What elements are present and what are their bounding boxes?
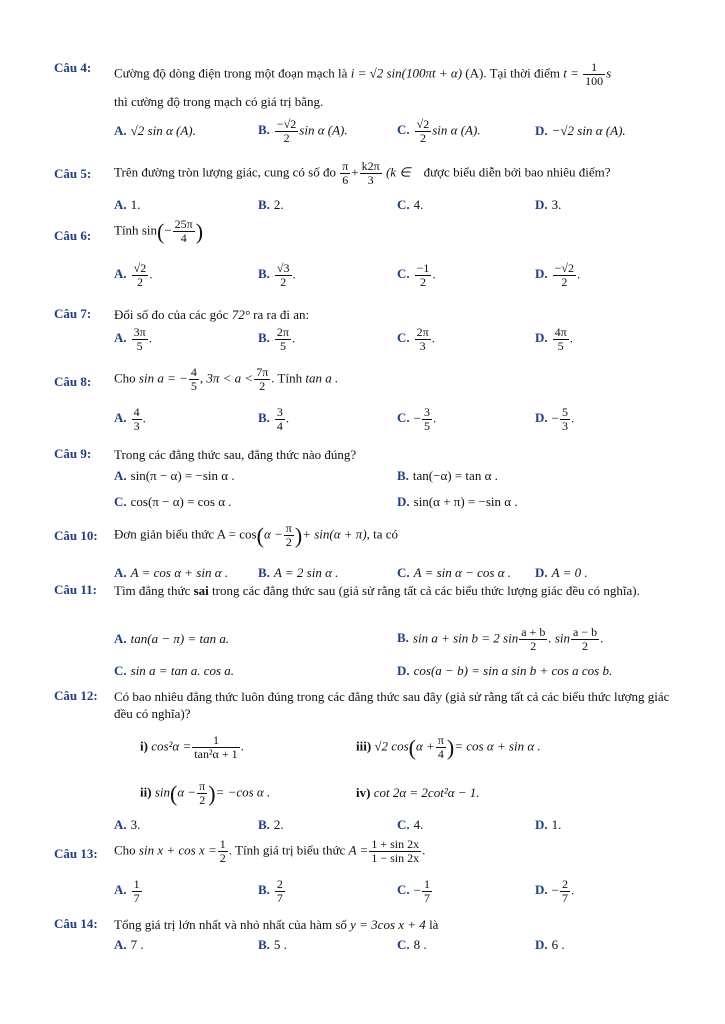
question-text: Cho sin a = − $\frac{4}{5}$ , 3π < a < $\frac{7\pi}{2}$ . Tính tan a . [114, 365, 339, 393]
statement-iv: iv) cot 2α = 2cot²α − 1. [356, 785, 480, 800]
option-c[interactable]: C. 4. [397, 817, 424, 832]
fraction: $\frac{1}{100}$ [585, 60, 604, 88]
option-a[interactable]: A. A = cos α + sin α . [114, 565, 229, 580]
question-text: Cường độ dòng điện trong một đoạn mạch là i = √2 sin(100πt + α) (A). Tại thời điểm t = $\frac{1}{100}$ s [114, 60, 612, 88]
question-label: Câu 14: [54, 916, 98, 931]
option-d[interactable]: D. 1. [535, 817, 562, 832]
question-8 [54, 366, 675, 444]
question-text: Tìm đẳng thức sai trong các đẳng thức sau (giả sử rằng tất cả các biểu thức lượng giác đều có nghĩa). [114, 583, 640, 598]
option-b[interactable]: B. 2. [258, 197, 284, 212]
question-10 [54, 522, 675, 578]
option-b[interactable]: B. $\frac{2\pi}{5}$ . [258, 325, 296, 353]
option-b[interactable]: B. 2. [258, 817, 284, 832]
question-12 [54, 688, 675, 834]
option-c[interactable]: C. $\frac{√2}{2}$ sin α (A). [397, 117, 481, 145]
option-b[interactable]: B. $\frac{3}{4}$ . [258, 405, 290, 433]
option-d[interactable]: D. 6 . [535, 937, 565, 952]
question-5 [54, 160, 675, 214]
option-c[interactable]: C. cos(π − α) = cos α . [114, 494, 232, 509]
question-text: Có bao nhiêu đẳng thức luôn đúng trong các đẳng thức sau đây (giả sử rằng tất cả các biểu thức lượng giác đều có nghĩa)? [114, 689, 670, 721]
option-d[interactable]: D. A = 0 . [535, 565, 588, 580]
question-text: Tính sin(− $\frac{25\pi}{4}$ ) [114, 217, 204, 245]
option-d[interactable]: D. − $\frac{2}{7}$ . [535, 877, 575, 905]
option-a[interactable]: A. 1. [114, 197, 141, 212]
option-c[interactable]: C. − $\frac{3}{5}$ . [397, 405, 437, 433]
option-a[interactable]: A. $\frac{3\pi}{5}$ . [114, 325, 152, 353]
option-a[interactable]: A. 7 . [114, 937, 144, 952]
option-a[interactable]: A. sin(π − α) = −sin α . [114, 468, 235, 483]
question-text: Cho sin x + cos x = $\frac{1}{2}$ . Tính giá trị biểu thức A = $\frac{1 + \sin 2x}{1 - \sin 2x}$ . [114, 837, 426, 865]
option-c[interactable]: C. 4. [397, 197, 424, 212]
current-formula: i = √2 sin(100πt + α) [350, 65, 463, 81]
question-text: Tổng giá trị lớn nhất và nhỏ nhất của hàm số y = 3cos x + 4 là [114, 917, 439, 932]
statement-ii: ii) sin(α − $\frac{\pi}{2}$ )= −cos α . [140, 779, 271, 807]
option-b[interactable]: B. $\frac{-√2}{2}$ sin α (A). [258, 117, 348, 145]
option-b[interactable]: B. $\frac{2}{7}$ [258, 877, 283, 905]
option-b[interactable]: B. A = 2 sin α . [258, 565, 339, 580]
option-d[interactable]: D. $\frac{4\pi}{5}$ . [535, 325, 573, 353]
question-text: Trong các đẳng thức sau, đẳng thức nào đúng? [114, 447, 357, 462]
question-9 [54, 446, 675, 516]
question-text: Trên đường tròn lượng giác, cung có số đo $\frac{\pi}{6}$ + $\frac{k2\pi}{3}$ (k ∈ được biểu diễn bởi bao nhiêu điểm? [114, 159, 611, 187]
question-label: Câu 7: [54, 306, 92, 321]
question-text-line2: thì cường độ trong mạch có giá trị bằng. [114, 94, 324, 109]
question-label: Câu 9: [54, 446, 92, 461]
question-label: Câu 5: [54, 166, 92, 181]
option-c[interactable]: C. A = sin α − cos α . [397, 565, 512, 580]
option-b[interactable]: B. 5 . [258, 937, 287, 952]
question-label: Câu 11: [54, 582, 97, 597]
option-b[interactable]: B. tan(−α) = tan α . [397, 468, 498, 483]
question-4 [54, 60, 675, 145]
question-11 [54, 582, 675, 682]
option-d[interactable]: D. − $\frac{5}{3}$ . [535, 405, 575, 433]
question-text: Đổi số đo của các góc 72° ra ra đi an: [114, 307, 310, 322]
question-label: Câu 6: [54, 228, 92, 243]
option-d[interactable]: D. 3. [535, 197, 562, 212]
option-a[interactable]: A. √2 sin α (A). [114, 123, 196, 138]
option-c[interactable]: C. $\frac{2\pi}{3}$ . [397, 325, 435, 353]
question-13 [54, 838, 675, 912]
option-b[interactable]: B. sin a + sin b = 2 sin $\frac{a + b}{2}$ . sin $\frac{a - b}{2}$ . [397, 625, 604, 653]
option-c[interactable]: C. 8 . [397, 937, 427, 952]
question-14 [54, 916, 675, 958]
option-a[interactable]: A. $\frac{1}{7}$ [114, 877, 140, 905]
option-d[interactable]: D. −√2 sin α (A). [535, 123, 626, 138]
question-label: Câu 4: [54, 60, 92, 75]
question-label: Câu 8: [54, 374, 92, 389]
option-c[interactable]: C. sin a = tan a. cos a. [114, 663, 235, 678]
question-7 [54, 306, 675, 362]
question-label: Câu 13: [54, 846, 98, 861]
option-a[interactable]: A. $\frac{√2}{2}$ . [114, 261, 153, 289]
question-text: Đơn giản biểu thức A = cos(α − $\frac{\pi}{2}$ )+ sin(α + π), ta có [114, 521, 399, 549]
question-label: Câu 12: [54, 688, 98, 703]
option-a[interactable]: A. tan(a − π) = tan a. [114, 631, 230, 646]
option-a[interactable]: A. 3. [114, 817, 141, 832]
option-d[interactable]: D. cos(a − b) = sin a sin b + cos a cos b. [397, 663, 613, 678]
option-d[interactable]: D. sin(α + π) = −sin α . [397, 494, 518, 509]
option-d[interactable]: D. $\frac{-√2}{2}$ . [535, 261, 581, 289]
option-c[interactable]: C. $\frac{-1}{2}$ . [397, 261, 436, 289]
statement-i: i) cos²α = $\frac{1}{\text{tan²α + 1}}$ . [140, 733, 244, 761]
question-label: Câu 10: [54, 528, 98, 543]
option-a[interactable]: A. $\frac{4}{3}$ . [114, 405, 146, 433]
question-6 [54, 218, 675, 302]
option-c[interactable]: C. − $\frac{1}{7}$ [397, 877, 430, 905]
option-b[interactable]: B. $\frac{√3}{2}$ . [258, 261, 296, 289]
statement-iii: iii) √2 cos(α + $\frac{\pi}{4}$ )= cos α + sin α . [356, 733, 541, 761]
